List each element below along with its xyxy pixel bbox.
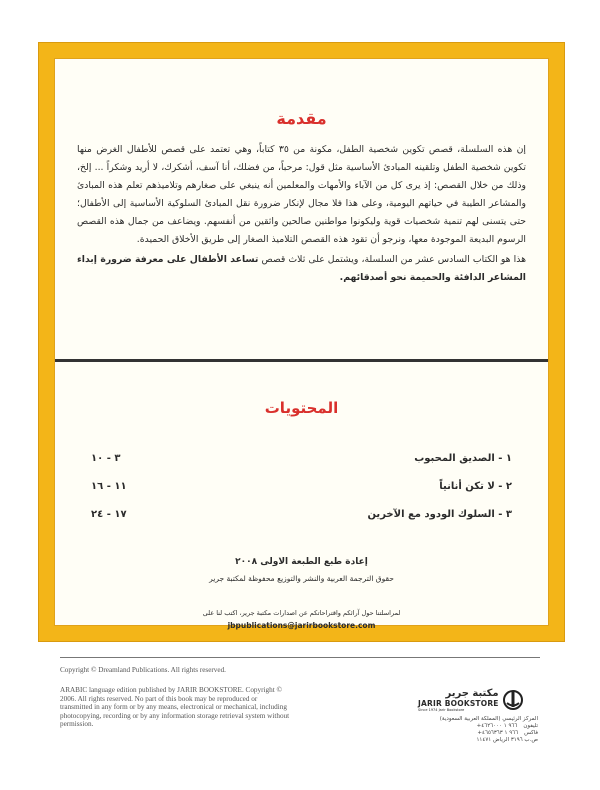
contact-info (55, 609, 548, 630)
po-box: ص.ب ٣١٩٦ الرياض ١١٤٧١ (476, 737, 538, 743)
fax-number: ٩٦٦ ١ ٤٦٥٦٣٦٣+ (477, 730, 519, 736)
toc-entry: ٣ - السلوك الودود مع الآخرين (367, 508, 512, 520)
publisher-contact (418, 716, 538, 744)
intro-title: مقدمة (276, 109, 327, 128)
copyright-statement: ARABIC language edition published by JARIR BOOKSTORE. Copyright © 2006. All rights reserved. No part of this book may be reproduced or transmitted in any form or by any means, electronical or mechanical, including photocopying, recording or by any information storage retrieval system without permission. (60, 686, 290, 729)
logo-english: JARIR BOOKSTORE (418, 699, 499, 708)
table-of-contents (91, 444, 512, 528)
toc-entry: ١ - الصديق المحبوب (414, 452, 512, 464)
reprint-notice (55, 557, 548, 583)
logo-tagline: Since 1974 Jarir Bookstore (418, 708, 465, 712)
publisher-block (418, 688, 538, 744)
toc-pages: ٣ - ١٠ (91, 452, 121, 464)
intro-paragraph-2-normal: هذا هو الكتاب السادس عشر من السلسلة، ويشتمل على ثلاث قصص (261, 254, 526, 265)
toc-pages: ١١ - ١٦ (91, 480, 127, 492)
intro-paragraph-1: إن هذه السلسلة، قصص تكوين شخصية الطفل، مكونة من ٣٥ كتاباً، وهي تعتمد على قصص للأطفال الغرض منها تكوين شخصية الطفل وتلقينه المبادئ الأساسية مثل قول: مرحباً، من فضلك، أنا آسف، أشكرك، لا أريد وشكراً ... إلخ، وذلك من خلال القصص: إذ يرى كل من الآباء والأمهات والمعلمين أنه ينبغي على صغارهم وتلاميذهم تعلم هذه المبادئ والمشاعر الطيبة في حياتهم اليومية، وعلى هذا فلا مجال لإنكار ضرورة نقل المبادئ السلوكية الأساسية إلى الأطفال؛ حتى يتسنى لهم تنمية شخصيات قوية وليكونوا مواطنين صالحين واثقين من أنفسهم. ويضاعف من جمال هذه القصص الرسوم البديعة الموجودة معها، ونرجو أن تقود هذه القصص التلاميذ الصغار إلى طريق الأخلاق الحميدة. (77, 144, 526, 245)
intro-paragraph-2-bold: تساعد الأطفال على معرفة ضرورة إبداء المشاعر الدافئة والحميمة نحو أصدقائهم. (77, 254, 526, 283)
phone-label: تليفون (523, 723, 538, 729)
contact-message: لمراسلتنا حول آرائكم واقتراحاتكم عن اصدارات مكتبة جرير، اكتب لنا على (202, 609, 401, 617)
toc-item-1 (91, 444, 512, 472)
content-panel (54, 58, 549, 630)
toc-entry: ٢ - لا تكن أنانياً (439, 480, 512, 492)
reprint-edition: إعادة طبع الطبعة الاولى ٢٠٠٨ (235, 557, 368, 567)
intro-paragraph-2 (77, 251, 526, 287)
copyright-line: Copyright © Dreamland Publications. All rights reserved. (60, 666, 226, 674)
page-border-frame (38, 42, 565, 642)
footer-divider (60, 657, 540, 658)
toc-title: المحتويات (264, 399, 339, 417)
copyright-block (60, 666, 290, 728)
publisher-address: المركز الرئيسي (المملكة العربية السعودية) (439, 716, 538, 722)
logo-arabic: مكتبة جرير (445, 688, 499, 699)
fax-label: فاكس (524, 730, 538, 736)
toc-item-2 (91, 472, 512, 500)
section-divider-thin (55, 361, 548, 362)
rights-notice: حقوق الترجمة العربية والنشر والتوزيع محفوظة لمكتبة جرير (209, 574, 394, 583)
intro-text (77, 141, 526, 287)
publisher-logo (418, 688, 538, 712)
toc-item-3 (91, 500, 512, 528)
phone-number: ٩٦٦ ١ ٤٦٢٦٠٠٠+ (476, 723, 518, 729)
toc-pages: ١٧ - ٢٤ (91, 508, 127, 520)
jarir-logo-icon (503, 689, 523, 711)
contact-email: jbpublications@jarirbookstore.com (227, 621, 376, 630)
